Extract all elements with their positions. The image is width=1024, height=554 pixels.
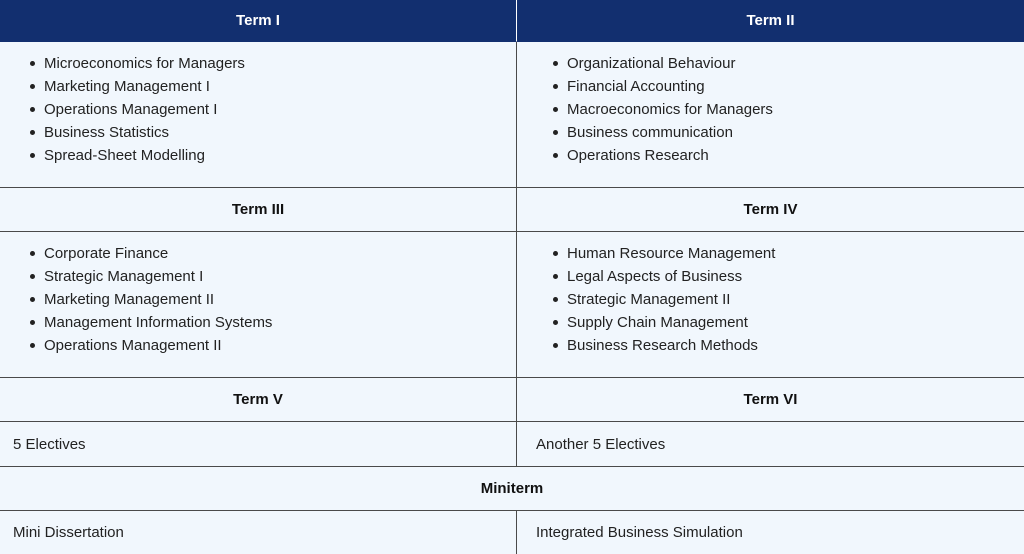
term-6-text: Another 5 Electives [536, 435, 666, 453]
list-item: Human Resource Management [567, 242, 1024, 265]
list-item: Marketing Management II [44, 288, 516, 311]
miniterm-right-content [517, 511, 1024, 554]
list-item: Legal Aspects of Business [567, 265, 1024, 288]
term-6-content [517, 422, 1024, 467]
term-5-content [0, 422, 517, 467]
term-4-course-list [517, 232, 1024, 357]
list-item: Corporate Finance [44, 242, 516, 265]
term-2-course-list [517, 42, 1024, 167]
list-item: Strategic Management II [567, 288, 1024, 311]
term-2-courses [517, 42, 1024, 188]
term-4-title: Term IV [743, 201, 798, 218]
list-item: Management Information Systems [44, 311, 516, 334]
term-3-course-list [0, 232, 516, 357]
list-item: Operations Research [567, 144, 1024, 167]
miniterm-title: Miniterm [480, 480, 544, 497]
term-2-title: Term II [746, 12, 795, 29]
list-item: Operations Management II [44, 334, 516, 357]
term-4-header [517, 188, 1024, 232]
term-5-text: 5 Electives [13, 435, 86, 453]
list-item: Operations Management I [44, 98, 516, 121]
term-6-title: Term VI [743, 391, 798, 408]
list-item: Supply Chain Management [567, 311, 1024, 334]
list-item: Macroeconomics for Managers [567, 98, 1024, 121]
term-1-course-list [0, 42, 516, 167]
miniterm-right-text: Integrated Business Simulation [536, 524, 743, 541]
term-4-courses [517, 232, 1024, 378]
term-5-title: Term V [233, 391, 283, 408]
list-item: Microeconomics for Managers [44, 52, 516, 75]
list-item: Financial Accounting [567, 75, 1024, 98]
list-item: Strategic Management I [44, 265, 516, 288]
term-3-header [0, 188, 517, 232]
list-item: Spread-Sheet Modelling [44, 144, 516, 167]
miniterm-header [0, 467, 1024, 511]
list-item: Business communication [567, 121, 1024, 144]
list-item: Business Research Methods [567, 334, 1024, 357]
miniterm-left-content [0, 511, 517, 554]
miniterm-left-text: Mini Dissertation [13, 524, 124, 541]
list-item: Business Statistics [44, 121, 516, 144]
term-3-courses [0, 232, 517, 378]
term-1-courses [0, 42, 517, 188]
list-item: Organizational Behaviour [567, 52, 1024, 75]
list-item: Marketing Management I [44, 75, 516, 98]
term-2-header [517, 0, 1024, 42]
term-5-header [0, 378, 517, 422]
term-3-title: Term III [231, 201, 285, 218]
term-1-header [0, 0, 517, 42]
term-6-header [517, 378, 1024, 422]
term-1-title: Term I [236, 12, 280, 29]
